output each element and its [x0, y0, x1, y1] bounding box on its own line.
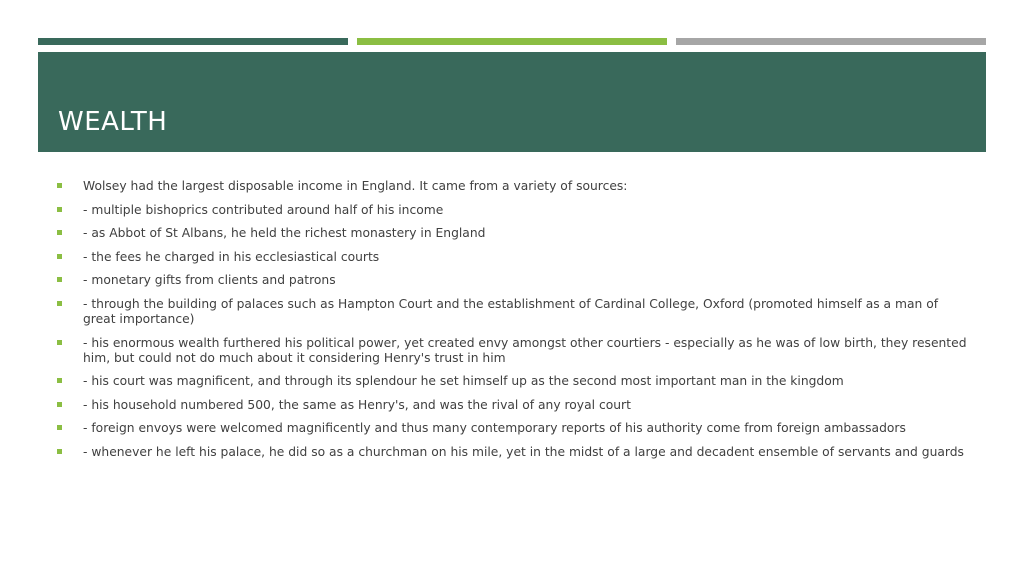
accent-bar-gray — [676, 38, 986, 45]
square-bullet-icon — [57, 378, 62, 383]
square-bullet-icon — [57, 207, 62, 212]
square-bullet-icon — [57, 254, 62, 259]
square-bullet-icon — [57, 301, 62, 306]
bullet-text: - foreign envoys were welcomed magnificently and thus many contemporary reports of his authority come from foreign ambassadors — [83, 421, 906, 436]
square-bullet-icon — [57, 340, 62, 345]
bullet-item — [57, 445, 967, 460]
bullet-item — [57, 374, 967, 389]
bullet-item — [57, 297, 967, 327]
bullet-text: - as Abbot of St Albans, he held the richest monastery in England — [83, 226, 486, 241]
square-bullet-icon — [57, 230, 62, 235]
accent-bar-dark-green — [38, 38, 348, 45]
bullet-text: - multiple bishoprics contributed around half of his income — [83, 202, 444, 217]
bullet-text: - his court was magnificent, and through its splendour he set himself up as the second most important man in the kingdom — [83, 374, 844, 389]
bullet-text: - through the building of palaces such as Hampton Court and the establishment of Cardinal College, Oxford (promoted himself as a man of great importance) — [83, 296, 939, 326]
bullet-list — [57, 179, 967, 469]
bullet-item — [57, 398, 967, 413]
square-bullet-icon — [57, 449, 62, 454]
bullet-text: - monetary gifts from clients and patrons — [83, 273, 336, 288]
bullet-item — [57, 250, 967, 265]
title-band — [38, 52, 986, 152]
slide-title: WEALTH — [58, 107, 168, 137]
bullet-text: - his enormous wealth furthered his political power, yet created envy amongst other courtiers - especially as he was of low birth, they resented him, but could not do much about it considering Henry's trust in him — [83, 335, 967, 365]
bullet-item — [57, 421, 967, 436]
bullet-item — [57, 336, 967, 366]
bullet-item — [57, 203, 967, 218]
square-bullet-icon — [57, 277, 62, 282]
bullet-item — [57, 273, 967, 288]
bullet-text: - the fees he charged in his ecclesiastical courts — [83, 249, 380, 264]
bullet-text: - his household numbered 500, the same as Henry's, and was the rival of any royal court — [83, 397, 631, 412]
square-bullet-icon — [57, 402, 62, 407]
accent-bar-light-green — [357, 38, 667, 45]
bullet-item — [57, 179, 967, 194]
bullet-text: - whenever he left his palace, he did so as a churchman on his mile, yet in the midst of a large and decadent ensemble of servants and guards — [83, 444, 964, 459]
square-bullet-icon — [57, 425, 62, 430]
bullet-item — [57, 226, 967, 241]
square-bullet-icon — [57, 183, 62, 188]
bullet-text: Wolsey had the largest disposable income in England. It came from a variety of sources: — [83, 179, 628, 193]
